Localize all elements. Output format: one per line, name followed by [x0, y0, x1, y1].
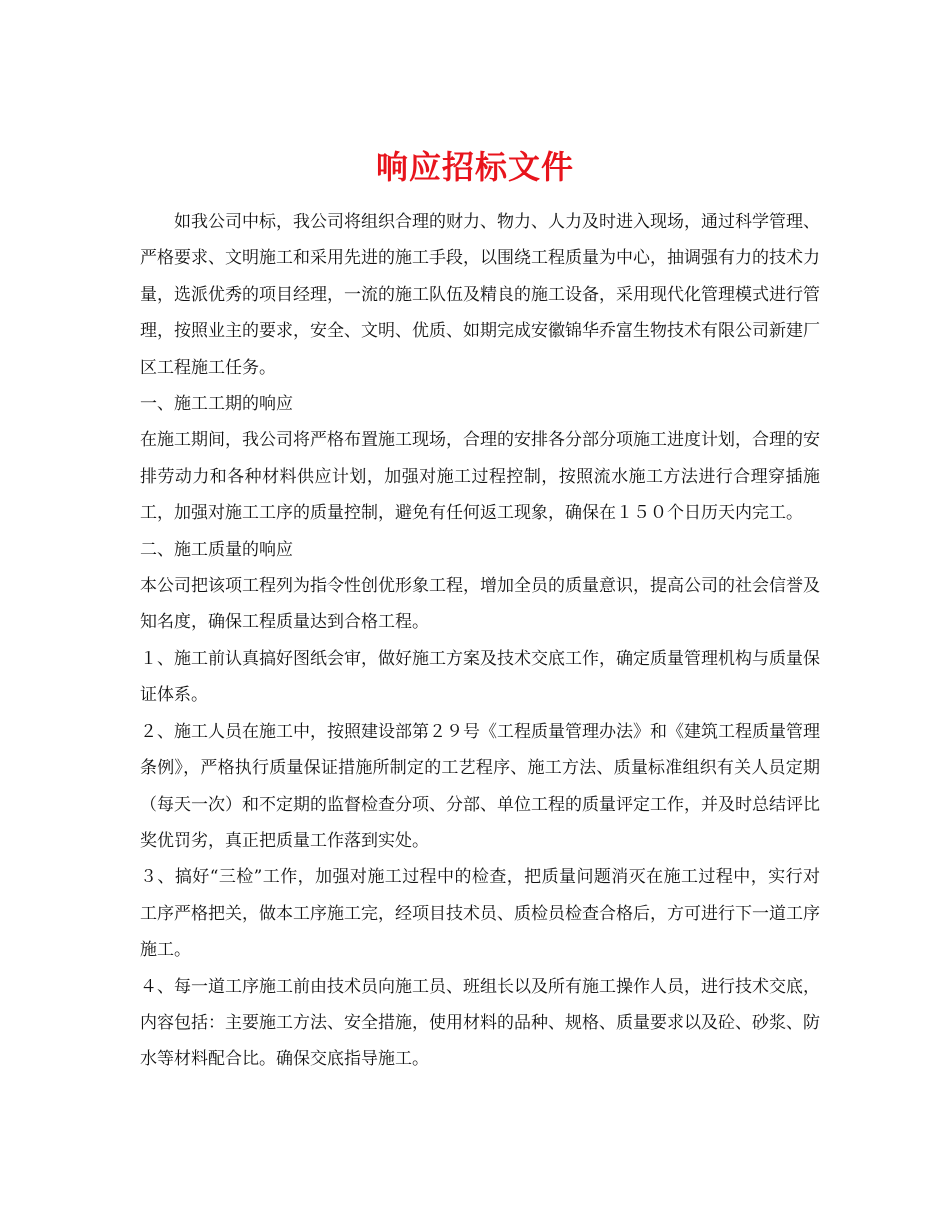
- paragraph-item-2: ２、施工人员在施工中，按照建设部第２９号《工程质量管理办法》和《建筑工程质量管理条例》，严格执行质量保证措施所制定的工艺程序、施工方法、质量标准组织有关人员定期（每天一次）和不定期的监督检查分项、分部、单位工程的质量评定工作，并及时总结评比奖优罚劣，真正把质量工作落到实处。: [140, 721, 820, 851]
- section-heading-schedule: 一、施工工期的响应: [140, 394, 293, 415]
- paragraph-schedule: 在施工期间，我公司将严格布置施工现场，合理的安排各分部分项施工进度计划，合理的安排劳动力和各种材料供应计划，加强对施工过程控制，按照流水施工方法进行合理穿插施工，加强对施工工序的质量控制，避免有任何返工现象，确保在１５０个日历天内完工。: [140, 430, 820, 524]
- document-title: 响应招标文件: [375, 148, 574, 187]
- paragraph-item-3: ３、搞好“三检”工作，加强对施工过程中的检查，把质量问题消灭在施工过程中，实行对工序严格把关，做本工序施工完，经项目技术员、质检员检查合格后，方可进行下一道工序施工。: [140, 867, 820, 961]
- paragraph-item-1: １、施工前认真搞好图纸会审，做好施工方案及技术交底工作，确定质量管理机构与质量保证体系。: [140, 648, 820, 706]
- paragraph-intro: 如我公司中标，我公司将组织合理的财力、物力、人力及时进入现场，通过科学管理、严格要求、文明施工和采用先进的施工手段，以围绕工程质量为中心，抽调强有力的技术力量，选派优秀的项目经理，一流的施工队伍及精良的施工设备，采用现代化管理模式进行管理，按照业主的要求，安全、文明、优质、如期完成安徽锦华乔富生物技术有限公司新建厂区工程施工任务。: [140, 212, 820, 378]
- paragraph-item-4: ４、每一道工序施工前由技术员向施工员、班组长以及所有施工操作人员，进行技术交底，内容包括：主要施工方法、安全措施，使用材料的品种、规格、质量要求以及砼、砂浆、防水等材料配合比。确保交底指导施工。: [140, 976, 820, 1070]
- paragraph-quality: 本公司把该项工程列为指令性创优形象工程，增加全员的质量意识，提高公司的社会信誉及知名度，确保工程质量达到合格工程。: [140, 576, 820, 633]
- document-body: [140, 204, 820, 1078]
- section-heading-quality: 二、施工质量的响应: [140, 539, 293, 560]
